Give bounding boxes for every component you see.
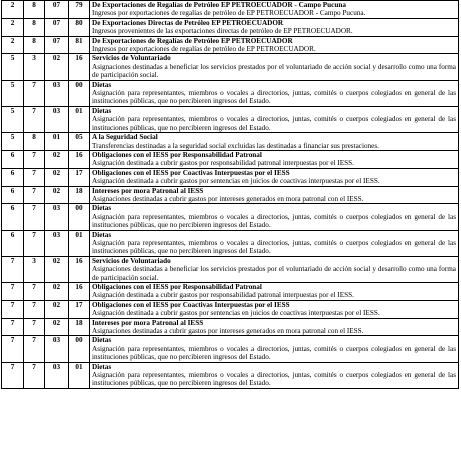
subitem-code-cell: 16 bbox=[69, 256, 90, 282]
subgroup-code-cell: 8 bbox=[24, 133, 45, 151]
subgroup-code-cell: 7 bbox=[24, 150, 45, 168]
item-title: Servicios de Voluntariado bbox=[92, 54, 171, 63]
table-row bbox=[2, 204, 459, 230]
subgroup-code-cell: 7 bbox=[24, 186, 45, 204]
description-cell bbox=[90, 362, 459, 388]
description-cell bbox=[90, 54, 459, 80]
item-code-cell: 02 bbox=[45, 168, 69, 186]
item-code-cell: 07 bbox=[45, 36, 69, 54]
description-cell bbox=[90, 18, 459, 36]
subgroup-code-cell: 7 bbox=[24, 204, 45, 230]
item-title: De Exportaciones de Regalías de Petróleo EP PETROECUADOR bbox=[92, 36, 293, 45]
item-title: Servicios de Voluntariado bbox=[92, 256, 171, 265]
group-code-cell: 7 bbox=[2, 256, 24, 282]
description-cell bbox=[90, 150, 459, 168]
subgroup-code-cell: 7 bbox=[24, 283, 45, 301]
subgroup-code-cell: 8 bbox=[24, 18, 45, 36]
subitem-code-cell: 80 bbox=[69, 18, 90, 36]
group-code-cell: 6 bbox=[2, 168, 24, 186]
group-code-cell: 5 bbox=[2, 80, 24, 106]
item-description: Asignaciones destinadas a beneficiar los servicios prestados por el voluntariado de acción social y desarrollo como una forma de participación social. bbox=[92, 265, 456, 282]
subitem-code-cell: 79 bbox=[69, 1, 90, 19]
group-code-cell: 2 bbox=[2, 1, 24, 19]
item-description: Asignación para representantes, miembros o vocales a directorios, juntas, comités o cuerpos colegiados en general de las instituciones públicas, que no percibieren ingresos del Estado. bbox=[92, 344, 456, 362]
item-code-cell: 02 bbox=[45, 186, 69, 204]
item-description: Asignación destinada a cubrir gastos por responsabilidad patronal interpuestas por el IESS. bbox=[92, 291, 354, 300]
group-code-cell: 5 bbox=[2, 54, 24, 80]
subitem-code-cell: 01 bbox=[69, 362, 90, 388]
group-code-cell: 5 bbox=[2, 106, 24, 132]
subgroup-code-cell: 8 bbox=[24, 1, 45, 19]
group-code-cell: 6 bbox=[2, 186, 24, 204]
item-code-cell: 02 bbox=[45, 54, 69, 80]
item-title: Obligaciones con el IESS por Coactivas Interpuestas por el IESS bbox=[92, 300, 290, 309]
table-row bbox=[2, 186, 459, 204]
item-title: Obligaciones con el IESS por Responsabilidad Patronal bbox=[92, 150, 262, 159]
table-row bbox=[2, 1, 459, 19]
subitem-code-cell: 16 bbox=[69, 150, 90, 168]
subgroup-code-cell: 7 bbox=[24, 168, 45, 186]
subitem-code-cell: 00 bbox=[69, 204, 90, 230]
subgroup-code-cell: 7 bbox=[24, 318, 45, 336]
subgroup-code-cell: 7 bbox=[24, 106, 45, 132]
item-code-cell: 02 bbox=[45, 300, 69, 318]
table-row bbox=[2, 168, 459, 186]
subitem-code-cell: 18 bbox=[69, 186, 90, 204]
item-code-cell: 03 bbox=[45, 362, 69, 388]
subitem-code-cell: 01 bbox=[69, 230, 90, 256]
item-title: A la Seguridad Social bbox=[92, 133, 158, 142]
subgroup-code-cell: 3 bbox=[24, 54, 45, 80]
description-cell bbox=[90, 168, 459, 186]
table-row bbox=[2, 54, 459, 80]
group-code-cell: 5 bbox=[2, 133, 24, 151]
table-row bbox=[2, 18, 459, 36]
table-row bbox=[2, 283, 459, 301]
description-cell bbox=[90, 106, 459, 132]
item-title: Dietas bbox=[92, 80, 112, 89]
description-cell bbox=[90, 318, 459, 336]
subgroup-code-cell: 3 bbox=[24, 256, 45, 282]
item-code-cell: 02 bbox=[45, 283, 69, 301]
subitem-code-cell: 81 bbox=[69, 36, 90, 54]
group-code-cell: 2 bbox=[2, 18, 24, 36]
description-cell bbox=[90, 336, 459, 362]
table-row bbox=[2, 36, 459, 54]
table-row bbox=[2, 318, 459, 336]
table-row bbox=[2, 133, 459, 151]
item-title: Dietas bbox=[92, 336, 112, 345]
item-title: De Exportaciones Directas de Petróleo EP PETROECUADOR bbox=[92, 18, 284, 27]
item-title: De Exportaciones de Regalías de Petróleo EP PETROECUADOR - Campo Pucuna bbox=[92, 1, 346, 9]
description-cell bbox=[90, 283, 459, 301]
table-body bbox=[2, 1, 459, 389]
description-cell bbox=[90, 186, 459, 204]
item-title: Obligaciones con el IESS por Coactivas Interpuestas por el IESS bbox=[92, 168, 290, 177]
item-description: Asignaciones destinadas a beneficiar los servicios prestados por el voluntariado de acción social y desarrollo como una forma de participación social. bbox=[92, 62, 456, 80]
item-title: Dietas bbox=[92, 362, 112, 371]
item-code-cell: 02 bbox=[45, 150, 69, 168]
subitem-code-cell: 16 bbox=[69, 54, 90, 80]
table-row bbox=[2, 256, 459, 282]
subitem-code-cell: 17 bbox=[69, 300, 90, 318]
item-description: Asignación para representantes, miembros o vocales a directorios, juntas, comités o cuerpos colegiados en general de las instituciones públicas, que no percibieren ingresos del Estado. bbox=[92, 89, 456, 106]
subitem-code-cell: 00 bbox=[69, 80, 90, 106]
item-description: Transferencias destinadas a la seguridad social excluidas las destinadas a financiar sus prestaciones. bbox=[92, 141, 379, 150]
group-code-cell: 7 bbox=[2, 336, 24, 362]
table-row bbox=[2, 336, 459, 362]
subitem-code-cell: 18 bbox=[69, 318, 90, 336]
group-code-cell: 7 bbox=[2, 300, 24, 318]
item-code-cell: 01 bbox=[45, 133, 69, 151]
item-title: Intereses por mora Patronal al IESS bbox=[92, 186, 204, 195]
subgroup-code-cell: 7 bbox=[24, 80, 45, 106]
description-cell bbox=[90, 300, 459, 318]
table-row bbox=[2, 230, 459, 256]
table-row bbox=[2, 362, 459, 388]
item-title: Dietas bbox=[92, 204, 112, 213]
subgroup-code-cell: 7 bbox=[24, 336, 45, 362]
subitem-code-cell: 05 bbox=[69, 133, 90, 151]
item-description: Ingresos por exportaciones de regalías de petróleo de EP PETROECUADOR. bbox=[92, 45, 316, 54]
item-code-cell: 03 bbox=[45, 336, 69, 362]
item-description: Asignación para representantes, miembros o vocales a directorios, juntas, comités o cuerpos colegiados en general de las instituciones públicas, que no percibieren ingresos del Estado. bbox=[92, 371, 456, 388]
item-title: Obligaciones con el IESS por Responsabilidad Patronal bbox=[92, 283, 262, 291]
item-description: Asignaciones destinadas a cubrir gastos por intereses generados en mora patronal con el IESS. bbox=[92, 327, 364, 336]
item-code-cell: 03 bbox=[45, 230, 69, 256]
subitem-code-cell: 00 bbox=[69, 336, 90, 362]
table-row bbox=[2, 150, 459, 168]
description-cell bbox=[90, 36, 459, 54]
subgroup-code-cell: 7 bbox=[24, 362, 45, 388]
description-cell bbox=[90, 256, 459, 282]
table-row bbox=[2, 106, 459, 132]
item-title: Dietas bbox=[92, 230, 112, 239]
item-title: Intereses por mora Patronal al IESS bbox=[92, 318, 204, 327]
item-description: Asignación destinada a cubrir gastos por responsabilidad patronal interpuestas por el IESS. bbox=[92, 159, 354, 168]
item-code-cell: 03 bbox=[45, 106, 69, 132]
item-description: Asignación destinada a cubrir gastos por sentencias en juicios de coactivas interpuestas por el IESS. bbox=[92, 177, 380, 186]
subitem-code-cell: 17 bbox=[69, 168, 90, 186]
description-cell bbox=[90, 133, 459, 151]
subgroup-code-cell: 7 bbox=[24, 230, 45, 256]
description-cell bbox=[90, 1, 459, 19]
group-code-cell: 6 bbox=[2, 150, 24, 168]
group-code-cell: 2 bbox=[2, 36, 24, 54]
item-description: Asignación destinada a cubrir gastos por sentencias en juicios de coactivas interpuestas por el IESS. bbox=[92, 309, 380, 318]
table-row bbox=[2, 300, 459, 318]
item-description: Ingresos provenientes de las exportaciones directas de petróleo de EP PETROECUADOR. bbox=[92, 27, 353, 36]
table-row bbox=[2, 80, 459, 106]
item-code-cell: 03 bbox=[45, 204, 69, 230]
item-code-cell: 02 bbox=[45, 318, 69, 336]
group-code-cell: 6 bbox=[2, 230, 24, 256]
subgroup-code-cell: 7 bbox=[24, 300, 45, 318]
description-cell bbox=[90, 80, 459, 106]
item-description: Asignación para representantes, miembros o vocales a directorios, juntas, comités o cuerpos colegiados en general de las instituciones públicas, que no percibieren ingresos del Estado. bbox=[92, 212, 456, 230]
subitem-code-cell: 01 bbox=[69, 106, 90, 132]
description-cell bbox=[90, 230, 459, 256]
group-code-cell: 7 bbox=[2, 283, 24, 301]
item-code-cell: 07 bbox=[45, 18, 69, 36]
group-code-cell: 6 bbox=[2, 204, 24, 230]
description-cell bbox=[90, 204, 459, 230]
group-code-cell: 7 bbox=[2, 318, 24, 336]
item-description: Asignaciones destinadas a cubrir gastos por intereses generados en mora patronal con el IESS. bbox=[92, 194, 364, 203]
subgroup-code-cell: 8 bbox=[24, 36, 45, 54]
subitem-code-cell: 16 bbox=[69, 283, 90, 301]
item-code-cell: 02 bbox=[45, 256, 69, 282]
item-code-cell: 07 bbox=[45, 1, 69, 19]
item-code-cell: 03 bbox=[45, 80, 69, 106]
item-description: Asignación para representantes, miembros o vocales a directorios, juntas, comités o cuerpos colegiados en general de las instituciones públicas, que no percibieren ingresos del Estado. bbox=[92, 238, 456, 256]
item-title: Dietas bbox=[92, 106, 112, 115]
item-description: Ingresos por exportaciones de regalías de petróleo de EP PETROECUADOR - Campo Pucuna. bbox=[92, 9, 366, 18]
budget-items-table bbox=[1, 0, 459, 389]
item-description: Asignación para representantes, miembros o vocales a directorios, juntas, comités o cuerpos colegiados en general de las instituciones públicas, que no percibieren ingresos del Estado. bbox=[92, 115, 456, 132]
group-code-cell: 7 bbox=[2, 362, 24, 388]
